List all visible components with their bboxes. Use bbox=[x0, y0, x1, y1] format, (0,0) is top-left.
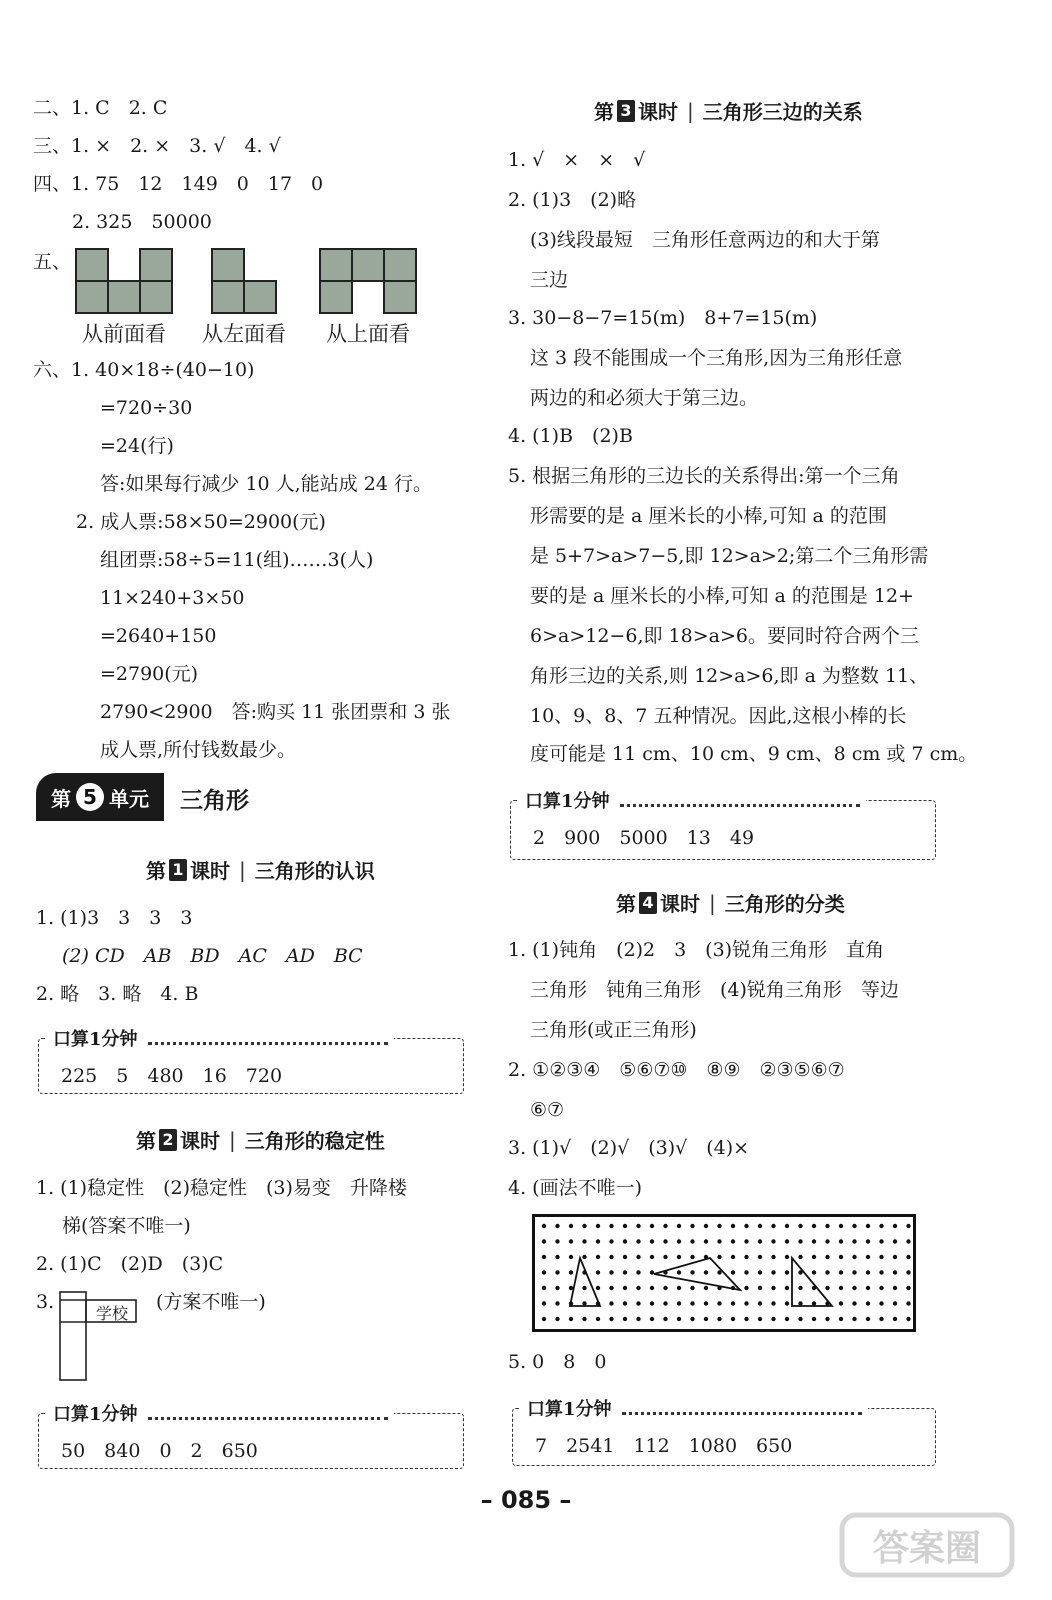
lesson-pre: 第 bbox=[146, 859, 166, 883]
cube-square bbox=[76, 281, 108, 313]
grid-dot bbox=[555, 1301, 559, 1305]
answer-line: 6>a>12−6,即 18>a>6。要同时符合两个三 bbox=[530, 625, 919, 647]
grid-dot bbox=[879, 1286, 883, 1290]
view-label-left: 从左面看 bbox=[202, 322, 286, 346]
answer-line: 角形三边的关系,则 12>a>6,即 a 为整数 11、 bbox=[530, 665, 929, 687]
grid-dot bbox=[744, 1270, 748, 1274]
grid-dot bbox=[542, 1224, 546, 1228]
grid-dot bbox=[906, 1270, 910, 1274]
grid-dot bbox=[690, 1317, 694, 1321]
grid-dot bbox=[893, 1224, 897, 1228]
grid-dot bbox=[677, 1317, 681, 1321]
oral-calc-box bbox=[38, 1029, 464, 1094]
answer-line: ⑥⑦ bbox=[530, 1099, 565, 1121]
lesson-separator: | bbox=[239, 857, 246, 882]
grid-dot bbox=[825, 1317, 829, 1321]
unit-pre: 第 bbox=[51, 786, 71, 811]
answer-line: 三角形(或正三角形) bbox=[530, 1019, 697, 1041]
grid-dot bbox=[717, 1224, 721, 1228]
oral-calc-box bbox=[38, 1404, 464, 1469]
lesson-heading bbox=[594, 96, 863, 125]
answer-line: 梯(答案不唯一) bbox=[62, 1215, 191, 1237]
grid-dot bbox=[771, 1286, 775, 1290]
grid-dot bbox=[623, 1255, 627, 1259]
grid-dot bbox=[758, 1301, 762, 1305]
grid-dot bbox=[839, 1317, 843, 1321]
grid-dot bbox=[893, 1239, 897, 1243]
answer-line: 2. 成人票:58×50=2900(元) bbox=[76, 511, 326, 533]
view-label-top: 从上面看 bbox=[326, 322, 410, 346]
svg-text:答案圈: 答案圈 bbox=[872, 1528, 982, 1569]
grid-dot bbox=[839, 1224, 843, 1228]
grid-dot bbox=[906, 1317, 910, 1321]
grid-dot bbox=[866, 1317, 870, 1321]
grid-dot bbox=[812, 1317, 816, 1321]
grid-dot bbox=[609, 1270, 613, 1274]
oral-calc-box bbox=[512, 1399, 936, 1466]
grid-dot bbox=[771, 1224, 775, 1228]
answer-line: 要的是 a 厘米长的小棒,可知 a 的范围是 12+ bbox=[530, 585, 914, 607]
grid-dot bbox=[623, 1224, 627, 1228]
grid-dot bbox=[555, 1270, 559, 1274]
grid-dot bbox=[569, 1255, 573, 1259]
school-label: 学校 bbox=[96, 1304, 129, 1323]
grid-dot bbox=[906, 1286, 910, 1290]
cube-square bbox=[108, 281, 140, 313]
grid-dot bbox=[663, 1317, 667, 1321]
oral-calc-values: 7 2541 112 1080 650 bbox=[535, 1435, 793, 1457]
grid-dot bbox=[596, 1270, 600, 1274]
lesson-title: 三角形的认识 bbox=[254, 859, 375, 883]
answer-line: =2790(元) bbox=[100, 663, 199, 685]
grid-dot bbox=[542, 1301, 546, 1305]
dot-grid-triangles bbox=[532, 1214, 916, 1332]
grid-dot bbox=[704, 1301, 708, 1305]
lesson-pre: 第 bbox=[136, 1129, 156, 1153]
grid-dot bbox=[582, 1301, 586, 1305]
grid-dot bbox=[663, 1239, 667, 1243]
lesson-title: 三角形的稳定性 bbox=[244, 1129, 385, 1153]
grid-dot bbox=[866, 1270, 870, 1274]
page-number: – 085 – bbox=[480, 1486, 572, 1514]
grid-dot bbox=[906, 1239, 910, 1243]
grid-dot bbox=[825, 1224, 829, 1228]
answer-line: 这 3 段不能围成一个三角形,因为三角形任意 bbox=[530, 347, 903, 369]
lesson-heading bbox=[136, 1125, 385, 1154]
grid-dot bbox=[650, 1255, 654, 1259]
cube-square bbox=[320, 281, 352, 313]
grid-dot bbox=[893, 1301, 897, 1305]
lesson-post: 课时 bbox=[660, 892, 700, 916]
answer-line: 1. (1)钝角 (2)2 3 (3)锐角三角形 直角 bbox=[508, 939, 885, 961]
grid-dot bbox=[758, 1224, 762, 1228]
lesson-heading bbox=[146, 855, 375, 884]
grid-dot bbox=[542, 1286, 546, 1290]
grid-dot bbox=[852, 1317, 856, 1321]
cube-square bbox=[212, 281, 244, 313]
answer-line: 形需要的是 a 厘米长的小棒,可知 a 的范围 bbox=[530, 505, 887, 527]
grid-dot bbox=[717, 1239, 721, 1243]
answer-line: 是 5+7>a>7−5,即 12>a>2;第二个三角形需 bbox=[530, 545, 929, 567]
grid-dot bbox=[893, 1255, 897, 1259]
grid-dot bbox=[582, 1224, 586, 1228]
grid-dot bbox=[623, 1270, 627, 1274]
grid-dot bbox=[636, 1317, 640, 1321]
answer-line: 六、1. 40×18÷(40−10) bbox=[33, 359, 255, 381]
answer-line: 五、 bbox=[33, 251, 72, 273]
grid-dot bbox=[542, 1239, 546, 1243]
answer-line: 三角形 钝角三角形 (4)锐角三角形 等边 bbox=[530, 979, 899, 1001]
grid-dot bbox=[704, 1239, 708, 1243]
grid-dot bbox=[812, 1270, 816, 1274]
grid-dot bbox=[542, 1255, 546, 1259]
grid-dot bbox=[812, 1224, 816, 1228]
grid-dot bbox=[852, 1286, 856, 1290]
answer-line: 2. 略 3. 略 4. B bbox=[36, 983, 199, 1005]
grid-dot bbox=[717, 1301, 721, 1305]
oral-calc-values: 225 5 480 16 720 bbox=[61, 1065, 283, 1087]
grid-dot bbox=[771, 1301, 775, 1305]
grid-dot bbox=[636, 1286, 640, 1290]
grid-dot bbox=[609, 1301, 613, 1305]
answer-line: 5. 根据三角形的三边长的关系得出:第一个三角 bbox=[508, 465, 900, 487]
grid-dot bbox=[771, 1270, 775, 1274]
lesson-number: 1 bbox=[169, 859, 187, 881]
oral-calc-title: 口算1分钟 bbox=[47, 1025, 394, 1051]
answer-line: 2. (1)C (2)D (3)C bbox=[36, 1253, 224, 1275]
cube-square bbox=[320, 249, 352, 281]
grid-dot bbox=[690, 1286, 694, 1290]
grid-dot bbox=[690, 1255, 694, 1259]
lesson-pre: 第 bbox=[594, 100, 614, 124]
grid-dot bbox=[893, 1270, 897, 1274]
grid-dot bbox=[744, 1301, 748, 1305]
grid-dot bbox=[731, 1270, 735, 1274]
grid-dot bbox=[582, 1239, 586, 1243]
grid-dot bbox=[893, 1317, 897, 1321]
grid-dot bbox=[569, 1317, 573, 1321]
grid-dot bbox=[717, 1317, 721, 1321]
oral-calc-values: 2 900 5000 13 49 bbox=[533, 827, 755, 849]
answer-line: 二、1. C 2. C bbox=[33, 97, 168, 119]
grid-dot bbox=[596, 1286, 600, 1290]
grid-dot bbox=[596, 1317, 600, 1321]
answer-line: (2) CD AB BD AC AD BC bbox=[62, 945, 363, 967]
grid-dot bbox=[758, 1270, 762, 1274]
grid-dot bbox=[582, 1286, 586, 1290]
grid-dot bbox=[663, 1255, 667, 1259]
grid-dot bbox=[636, 1255, 640, 1259]
grid-dot bbox=[744, 1255, 748, 1259]
answer-line: (3)线段最短 三角形任意两边的和大于第 bbox=[530, 229, 880, 251]
grid-dot bbox=[798, 1255, 802, 1259]
grid-dot bbox=[771, 1317, 775, 1321]
answer-line: 1. √ × × √ bbox=[508, 149, 646, 171]
grid-dot bbox=[636, 1239, 640, 1243]
oral-calc-title: 口算1分钟 bbox=[521, 1395, 868, 1421]
grid-dot bbox=[582, 1317, 586, 1321]
unit-number: 5 bbox=[76, 783, 104, 811]
answer-line: =2640+150 bbox=[100, 625, 217, 647]
grid-dot bbox=[596, 1239, 600, 1243]
grid-dot bbox=[690, 1270, 694, 1274]
grid-dot bbox=[636, 1301, 640, 1305]
answer-line: 组团票:58÷5=11(组)……3(人) bbox=[100, 549, 374, 571]
answer-line: 2. 325 50000 bbox=[72, 211, 212, 233]
grid-dot bbox=[758, 1239, 762, 1243]
cube-square bbox=[212, 249, 244, 281]
grid-dot bbox=[785, 1239, 789, 1243]
answer-line: 3. 30−8−7=15(m) 8+7=15(m) bbox=[508, 307, 818, 329]
oral-calc-title: 口算1分钟 bbox=[519, 787, 866, 813]
grid-dot bbox=[893, 1286, 897, 1290]
grid-dot bbox=[731, 1239, 735, 1243]
grid-dot bbox=[704, 1224, 708, 1228]
cube-square bbox=[352, 249, 384, 281]
answer-line: 答:如果每行减少 10 人,能站成 24 行。 bbox=[100, 473, 432, 495]
grid-dot bbox=[555, 1239, 559, 1243]
grid-dot bbox=[569, 1239, 573, 1243]
grid-dot bbox=[758, 1255, 762, 1259]
lesson-post: 课时 bbox=[190, 859, 230, 883]
grid-dot bbox=[785, 1255, 789, 1259]
grid-dot bbox=[542, 1317, 546, 1321]
answer-line: 4. (画法不唯一) bbox=[508, 1177, 642, 1199]
lesson-separator: | bbox=[709, 890, 716, 915]
grid-dot bbox=[758, 1286, 762, 1290]
answer-line: 两边的和必须大于第三边。 bbox=[530, 387, 759, 409]
answer-line: 10、9、8、7 五种情况。因此,这根小棒的长 bbox=[530, 705, 907, 727]
grid-dot bbox=[650, 1286, 654, 1290]
cube-square bbox=[140, 281, 172, 313]
grid-dot bbox=[785, 1270, 789, 1274]
grid-dot bbox=[839, 1270, 843, 1274]
grid-dot bbox=[596, 1224, 600, 1228]
answer-line: 2790<2900 答:购买 11 张团票和 3 张 bbox=[100, 701, 451, 723]
oral-calc-title: 口算1分钟 bbox=[47, 1400, 394, 1426]
grid-dot bbox=[717, 1255, 721, 1259]
grid-dot bbox=[650, 1224, 654, 1228]
lesson-separator: | bbox=[687, 98, 694, 123]
grid-dot bbox=[650, 1317, 654, 1321]
answer-line: 5. 0 8 0 bbox=[508, 1351, 607, 1373]
cube-square bbox=[140, 249, 172, 281]
lesson-post: 课时 bbox=[180, 1129, 220, 1153]
unit-title: 三角形 bbox=[180, 788, 249, 814]
unit-banner bbox=[36, 773, 164, 821]
grid-dot bbox=[879, 1224, 883, 1228]
grid-dot bbox=[623, 1239, 627, 1243]
grid-dot bbox=[623, 1286, 627, 1290]
lesson-post: 课时 bbox=[638, 100, 678, 124]
grid-dot bbox=[839, 1239, 843, 1243]
grid-dot bbox=[812, 1301, 816, 1305]
cube-square bbox=[384, 249, 416, 281]
cube-square bbox=[76, 249, 108, 281]
grid-dot bbox=[609, 1286, 613, 1290]
grid-dot bbox=[569, 1224, 573, 1228]
lesson-title: 三角形三边的关系 bbox=[702, 100, 863, 124]
grid-dot bbox=[771, 1239, 775, 1243]
grid-dot bbox=[663, 1286, 667, 1290]
grid-dot bbox=[650, 1270, 654, 1274]
grid-dot bbox=[906, 1301, 910, 1305]
answer-line: 2. ①②③④ ⑤⑥⑦⑩ ⑧⑨ ②③⑤⑥⑦ bbox=[508, 1059, 845, 1081]
lesson-number: 2 bbox=[159, 1129, 177, 1151]
unit-post: 单元 bbox=[109, 786, 149, 811]
grid-dot bbox=[555, 1317, 559, 1321]
grid-dot bbox=[906, 1224, 910, 1228]
lesson-heading bbox=[616, 888, 845, 917]
grid-dot bbox=[866, 1224, 870, 1228]
answer-line: (方案不唯一) bbox=[156, 1291, 266, 1313]
grid-dot bbox=[812, 1255, 816, 1259]
watermark-logo bbox=[832, 1505, 1022, 1595]
grid-dot bbox=[623, 1317, 627, 1321]
answer-line: 3. bbox=[36, 1291, 55, 1313]
lesson-pre: 第 bbox=[616, 892, 636, 916]
grid-dot bbox=[785, 1224, 789, 1228]
grid-dot bbox=[704, 1317, 708, 1321]
grid-dot bbox=[852, 1239, 856, 1243]
grid-dot bbox=[609, 1239, 613, 1243]
grid-dot bbox=[825, 1239, 829, 1243]
grid-dot bbox=[677, 1255, 681, 1259]
grid-dot bbox=[906, 1255, 910, 1259]
grid-dot bbox=[758, 1317, 762, 1321]
answer-line: 四、1. 75 12 149 0 17 0 bbox=[33, 173, 324, 195]
grid-dot bbox=[704, 1270, 708, 1274]
answer-line: 1. (1)稳定性 (2)稳定性 (3)易变 升降楼 bbox=[36, 1177, 407, 1199]
grid-dot bbox=[542, 1270, 546, 1274]
answer-line: 3. (1)√ (2)√ (3)√ (4)× bbox=[508, 1137, 750, 1159]
answer-line: 2. (1)3 (2)略 bbox=[508, 189, 637, 211]
grid-dot bbox=[785, 1286, 789, 1290]
grid-dot bbox=[596, 1255, 600, 1259]
answer-line: =24(行) bbox=[100, 435, 174, 457]
oral-calc-values: 50 840 0 2 650 bbox=[61, 1440, 258, 1462]
grid-dot bbox=[879, 1239, 883, 1243]
grid-dot bbox=[798, 1317, 802, 1321]
grid-dot bbox=[677, 1239, 681, 1243]
grid-dot bbox=[555, 1255, 559, 1259]
grid-dot bbox=[866, 1239, 870, 1243]
grid-dot bbox=[839, 1255, 843, 1259]
grid-dot bbox=[798, 1224, 802, 1228]
answer-line: 度可能是 11 cm、10 cm、9 cm、8 cm 或 7 cm。 bbox=[530, 743, 978, 765]
grid-dot bbox=[555, 1224, 559, 1228]
view-label-front: 从前面看 bbox=[82, 322, 166, 346]
grid-dot bbox=[650, 1239, 654, 1243]
answer-line: 11×240+3×50 bbox=[100, 587, 245, 609]
answer-line: 成人票,所付钱数最少。 bbox=[100, 739, 297, 761]
grid-dot bbox=[690, 1301, 694, 1305]
answer-line: 1. (1)3 3 3 3 bbox=[36, 907, 193, 929]
grid-dot bbox=[866, 1301, 870, 1305]
grid-dot bbox=[879, 1270, 883, 1274]
grid-dot bbox=[744, 1239, 748, 1243]
grid-dot bbox=[677, 1270, 681, 1274]
answer-line: 三边 bbox=[530, 269, 569, 291]
grid-dot bbox=[744, 1224, 748, 1228]
lesson-number: 3 bbox=[617, 100, 635, 122]
grid-dot bbox=[812, 1239, 816, 1243]
grid-dot bbox=[663, 1224, 667, 1228]
grid-dot bbox=[650, 1301, 654, 1305]
grid-dot bbox=[879, 1301, 883, 1305]
grid-dot bbox=[785, 1301, 789, 1305]
cube-square bbox=[384, 281, 416, 313]
grid-dot bbox=[852, 1270, 856, 1274]
grid-dot bbox=[839, 1286, 843, 1290]
grid-dot bbox=[677, 1224, 681, 1228]
grid-dot bbox=[839, 1301, 843, 1305]
grid-dot bbox=[866, 1255, 870, 1259]
grid-dot bbox=[785, 1317, 789, 1321]
grid-dot bbox=[623, 1301, 627, 1305]
lesson-title: 三角形的分类 bbox=[724, 892, 845, 916]
grid-dot bbox=[731, 1255, 735, 1259]
grid-dot bbox=[731, 1317, 735, 1321]
grid-dot bbox=[677, 1301, 681, 1305]
grid-dot bbox=[731, 1301, 735, 1305]
answer-line: 4. (1)B (2)B bbox=[508, 425, 633, 447]
grid-dot bbox=[825, 1255, 829, 1259]
grid-dot bbox=[677, 1286, 681, 1290]
oral-calc-box bbox=[510, 791, 936, 860]
cube-square bbox=[244, 281, 276, 313]
lesson-number: 4 bbox=[639, 892, 657, 914]
grid-dot bbox=[771, 1255, 775, 1259]
right-triangle bbox=[792, 1258, 832, 1306]
acute-triangle bbox=[570, 1258, 600, 1306]
grid-dot bbox=[569, 1270, 573, 1274]
grid-dot bbox=[866, 1286, 870, 1290]
grid-dot bbox=[852, 1301, 856, 1305]
grid-dot bbox=[798, 1301, 802, 1305]
grid-dot bbox=[582, 1255, 586, 1259]
grid-dot bbox=[879, 1317, 883, 1321]
grid-dot bbox=[825, 1270, 829, 1274]
grid-dot bbox=[636, 1270, 640, 1274]
answer-line: 三、1. × 2. × 3. √ 4. √ bbox=[33, 135, 281, 157]
grid-dot bbox=[690, 1224, 694, 1228]
grid-dot bbox=[636, 1224, 640, 1228]
grid-dot bbox=[731, 1224, 735, 1228]
grid-dot bbox=[825, 1286, 829, 1290]
grid-dot bbox=[744, 1317, 748, 1321]
grid-dot bbox=[879, 1255, 883, 1259]
grid-dot bbox=[852, 1255, 856, 1259]
grid-dot bbox=[663, 1301, 667, 1305]
cube-views-figure bbox=[70, 245, 430, 317]
grid-dot bbox=[609, 1255, 613, 1259]
grid-dot bbox=[555, 1286, 559, 1290]
grid-dot bbox=[690, 1239, 694, 1243]
grid-dot bbox=[744, 1286, 748, 1290]
grid-dot bbox=[798, 1239, 802, 1243]
grid-dot bbox=[609, 1224, 613, 1228]
answer-line: =720÷30 bbox=[100, 397, 193, 419]
grid-dot bbox=[852, 1224, 856, 1228]
grid-dot bbox=[609, 1317, 613, 1321]
lesson-separator: | bbox=[229, 1127, 236, 1152]
grid-dot bbox=[798, 1286, 802, 1290]
grid-dot bbox=[704, 1286, 708, 1290]
